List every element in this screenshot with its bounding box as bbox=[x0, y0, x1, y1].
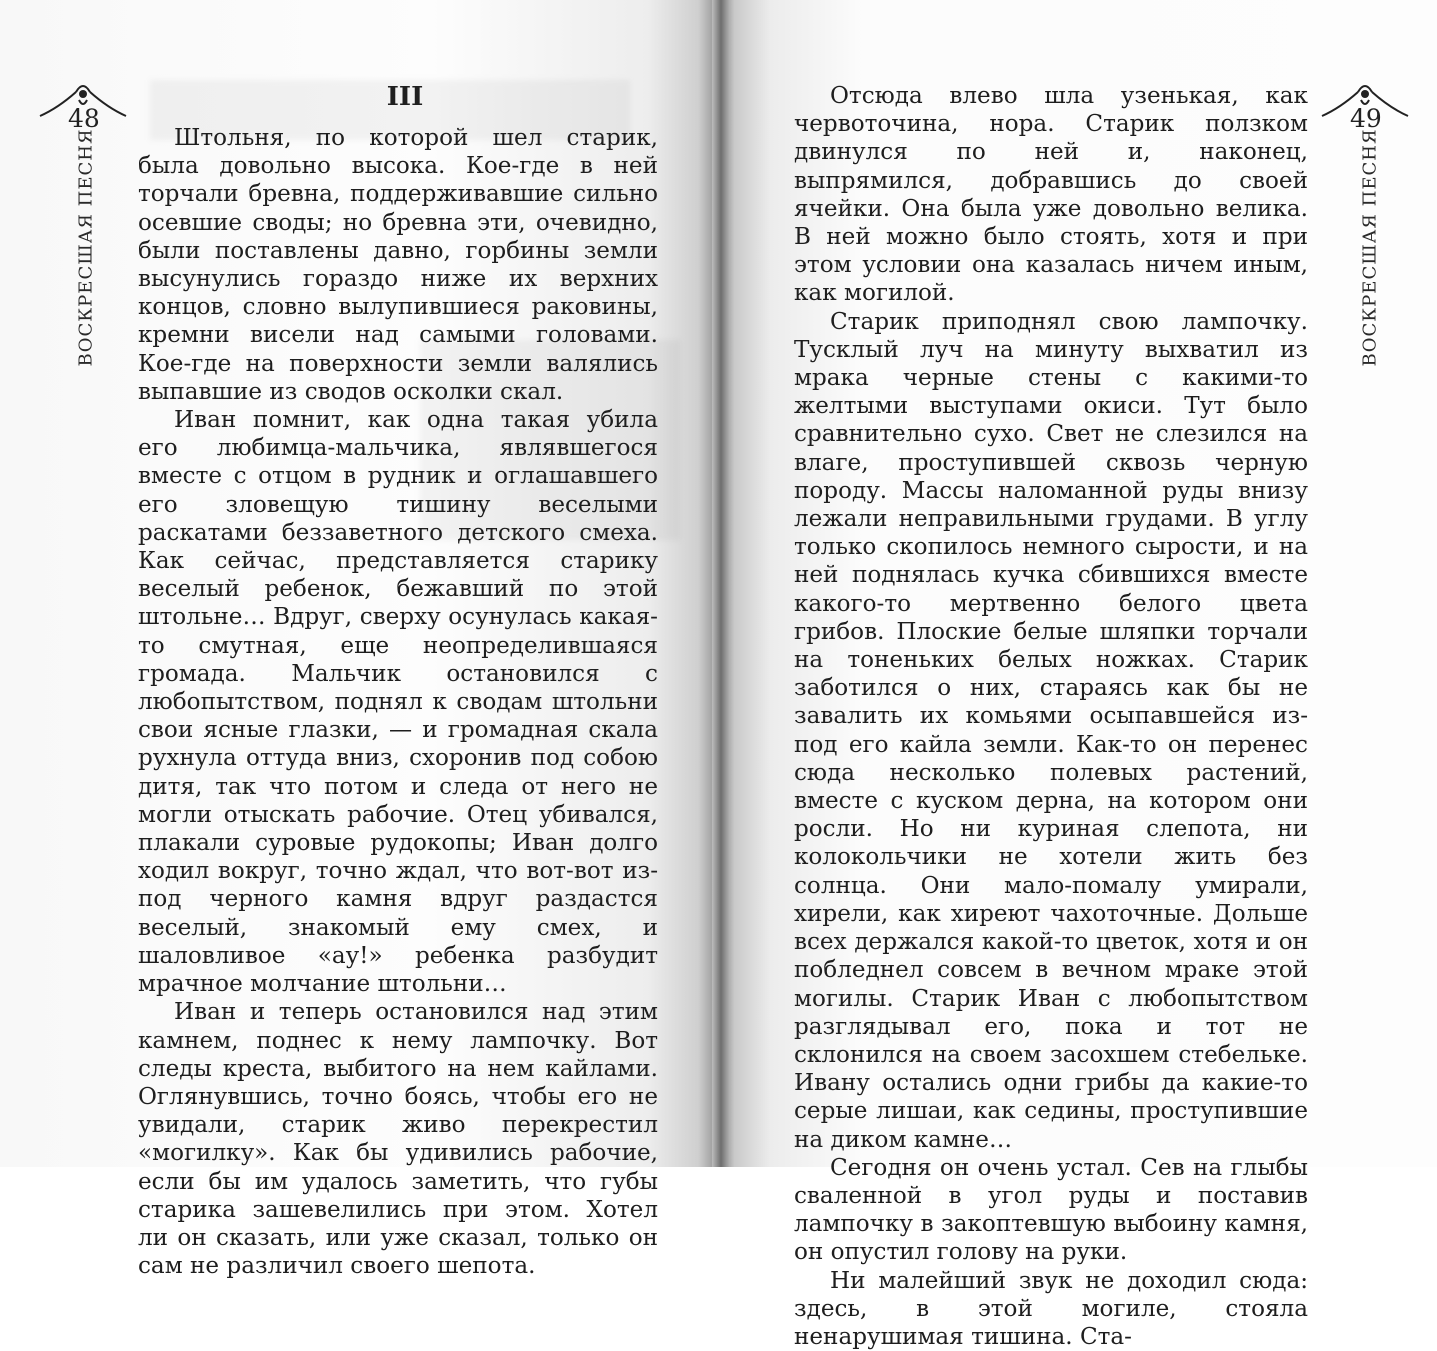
paragraph: Иван помнит, как одна такая убила его любимца-мальчика, являвшегося вместе с отцом в рудник и оглашавшего его зловещую тишину веселыми раскатами беззаветного детского смеха. Как сейчас, представляется старику веселый ребенок, бежавший по этой штольне… Вдруг, сверху осунулась какая-то смутная, еще неопределившаяся громада. Мальчик остановился с любопытством, поднял к сводам штольни свои ясные глазки, — и громадная скала рухнула оттуда вниз, схоронив под собою дитя, так что потом и следа от него не могли отыскать рабочие. Отец убивался, плакали суровые рудокопы; Иван долго ходил вокруг, точно ждал, что вот-вот из-под черного камня вдруг раздастся веселый, знакомый ему смех, и шаловливое «ау!» ребенка разбудит мрачное молчание штольни… bbox=[138, 407, 658, 998]
paragraph: Отсюда влево шла узенькая, как червоточина, нора. Старик ползком двинулся по ней и, наконец, выпрямился, добравшись до своей ячейки. Она была уже довольно велика. В ней можно было стоять, хотя и при этом условии она казалась ничем иным, как могилой. bbox=[794, 83, 1308, 307]
page-number: 49 bbox=[1350, 104, 1382, 133]
right-page bbox=[720, 0, 1437, 1350]
book-gutter bbox=[712, 0, 730, 1167]
right-text-column bbox=[794, 82, 1308, 1351]
paragraph: Сегодня он очень устал. Сев на глыбы сваленной в угол руды и поставив лампочку в закоптевшую выбоину камня, он опустил голову на руки. bbox=[794, 1154, 1308, 1266]
left-text-column bbox=[138, 124, 658, 1280]
chapter-heading: III bbox=[386, 82, 424, 112]
paragraph: Старик приподнял свою лампочку. Тусклый луч на минуту выхватил из мрака черные стены с какими-то желтыми выступами окиси. Тут было сравнительно сухо. Свет не слезился на влаге, проступившей сквозь черную породу. Массы наломанной руды внизу лежали неправильными грудами. В углу только скопилось немного сырости, и на ней поднялась кучка сбившихся вместе какого-то мертвенно белого цвета грибов. Плоские белые шляпки торчали на тоненьких белых ножках. Старик заботился о них, стараясь как бы не завалить их комьями осыпавшейся из-под его кайла земли. Как-то он перенес сюда несколько полевых растений, вместе с куском дерна, на котором они росли. Но ни куриная слепота, ни колокольчики не хотели жить без солнца. Они мало-помалу умирали, хирели, как хиреют чахоточные. Дольше всех держался какой-то цветок, хотя и он побледнел совсем в вечном мраке этой могилы. Старик Иван с любопытством разглядывал его, пока и тот не склонился на своем засохшем стебельке. Ивану остались одни грибы да какие-то серые лишаи, как седины, проступившие на диком камне… bbox=[794, 308, 1308, 1153]
running-head: ВОСКРЕСШАЯ ПЕСНЯ bbox=[75, 128, 97, 367]
left-page bbox=[0, 0, 720, 1280]
paragraph: Штольня, по которой шел старик, была довольно высока. Кое-где в ней торчали бревна, поддерживавшие сильно осевшие своды; но бревна эти, очевидно, были поставлены давно, горбины земли высунулись гораздо ниже их верхних концов, словно вылупившиеся раковины, кремни висели над самыми головами. Кое-где на поверхности земли валялись выпавшие из сводов осколки скал. bbox=[138, 125, 658, 405]
paragraph: Иван и теперь остановился над этим камнем, поднес к нему лампочку. Вот следы креста, выбитого на нем кайлами. Оглянувшись, точно боясь, чтобы его не увидали, старик живо перекрестил «могилку». Как бы удивились рабочие, если бы им удалось заметить, что губы старика зашевелились при этом. Хотел ли он сказать, или уже сказал, только он сам не различил своего шепота. bbox=[138, 999, 658, 1280]
running-head: ВОСКРЕСШАЯ ПЕСНЯ bbox=[1359, 128, 1381, 367]
page-number: 48 bbox=[68, 104, 100, 133]
paragraph: Ни малейший звук не доходил сюда: здесь, в этой могиле, стояла ненарушимая тишина. Ста- bbox=[794, 1267, 1308, 1350]
